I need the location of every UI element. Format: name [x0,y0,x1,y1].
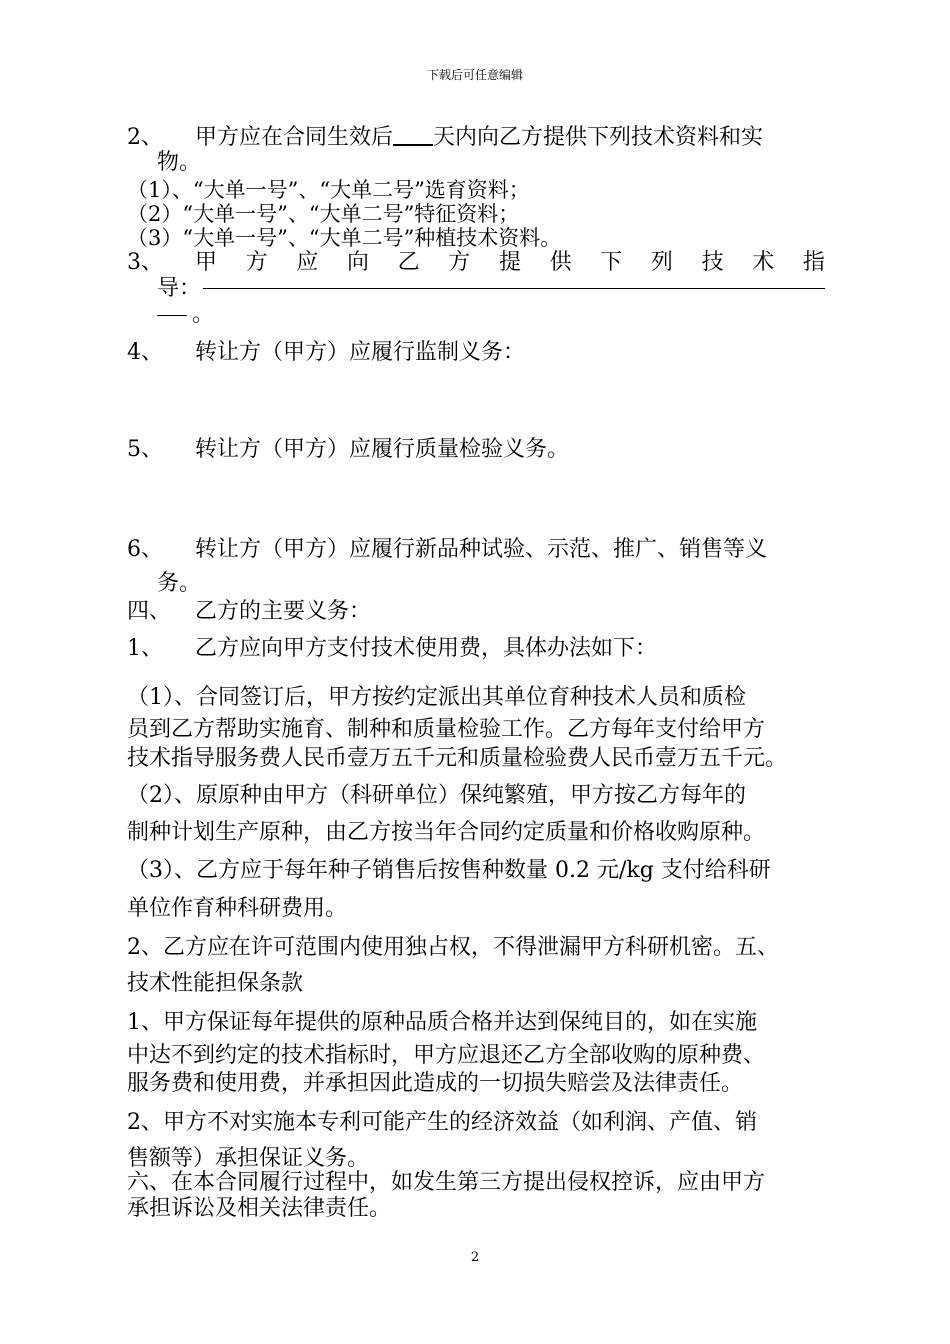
clause-char: 应 [296,250,319,275]
clause-number: 4、 [127,340,163,365]
paragraph-line: 承担诉讼及相关法律责任。 [127,1196,392,1221]
list-item: （2）“大单一号”、“大单二号”特征资料； [127,202,520,226]
section-title: 乙方的主要义务： [195,599,372,624]
paragraph-line: 六、在本合同履行过程中，如发生第三方提出侵权控诉，应由甲方 [127,1170,766,1195]
clause-5 [127,437,569,463]
list-item: （3）“大单一号”、“大单二号”种植技术资料。 [127,226,562,250]
clause-char: 下 [600,250,623,275]
clause-number: 2、 [127,125,163,150]
paragraph-line: 技术指导服务费人民币壹万五千元和质量检验费人民币壹万五千元。 [127,746,788,771]
section-four-clause-1 [127,636,657,662]
clause-text-a: 甲方应在合同生效后 [195,125,394,150]
clause-6 [127,537,767,563]
clause-char: 指 [802,250,825,275]
clause-2 [127,124,763,151]
paragraph-line: （2）、原原种由甲方（科研单位）保纯繁殖，甲方按乙方每年的 [127,783,746,808]
clause-text-b: 天内向乙方提供下列技术资料和实 [433,125,764,150]
page-number: 2 [470,1250,480,1265]
paragraph-line: 技术性能担保条款 [127,971,304,996]
clause-4 [127,340,525,366]
clause-char: 向 [346,250,369,275]
paragraph-line: 售额等）承担保证义务。 [127,1146,370,1171]
clause-char: 列 [650,250,673,275]
clause-number: 5、 [127,437,163,462]
clause-3-continuation: 导： [157,276,202,301]
paragraph-line: 中达不到约定的技术指标时，甲方应退还乙方全部收购的原种费、 [127,1043,766,1068]
paragraph-line: 1、甲方保证每年提供的原种品质合格并达到保纯目的，如在实施 [127,1010,757,1035]
list-item: （1）、“大单一号”、“大单二号”选育资料； [127,178,530,202]
paragraph-line: 员到乙方帮助实施育、制种和质量检验工作。乙方每年支付给甲方 [127,717,766,742]
clause-text: 转让方（甲方）应履行监制义务： [195,340,526,365]
paragraph-line: （3）、乙方应于每年种子销售后按售种数量 0.2 元/kg 支付给科研 [127,858,771,883]
page-header: 下载后可任意编辑 [426,68,523,82]
clause-text: 乙方应向甲方支付技术使用费，具体办法如下： [195,636,658,661]
clause-3-text [195,250,825,276]
clause-text: 转让方（甲方）应履行质量检验义务。 [195,437,570,462]
clause-3-end: 。 [192,302,215,327]
paragraph-line: 服务费和使用费，并承担因此造成的一切损失赔尝及法律责任。 [127,1071,744,1096]
section-four-heading [127,599,371,625]
clause-char: 术 [752,250,775,275]
clause-char: 方 [448,250,471,275]
clause-char: 甲 [195,250,218,275]
paragraph-line: 2、乙方应在许可范围内使用独占权，不得泄漏甲方科研机密。五、 [127,935,779,960]
fill-in-line [157,315,187,316]
clause-6-continuation: 务。 [157,571,202,596]
clause-char: 供 [549,250,572,275]
paragraph-line: （1）、合同签订后，甲方按约定派出其单位育种技术人员和质检 [127,685,746,710]
clause-text: 转让方（甲方）应履行新品种试验、示范、推广、销售等义 [195,537,768,562]
clause-2-continuation: 物。 [157,150,202,175]
section-number: 四、 [127,599,172,624]
clause-char: 提 [498,250,521,275]
clause-char: 技 [701,250,724,275]
clause-3-number: 3、 [127,250,163,275]
paragraph-line: 制种计划生产原种，由乙方按当年合同约定质量和价格收购原种。 [127,820,766,845]
clause-number: 1、 [127,636,163,661]
paragraph-line: 2、甲方不对实施本专利可能产生的经济效益（如利润、产值、销 [127,1110,757,1135]
fill-in-line [203,288,825,289]
clause-number: 6、 [127,537,163,562]
clause-char: 乙 [397,250,420,275]
fill-in-blank [393,124,433,146]
paragraph-line: 单位作育种科研费用。 [127,896,348,921]
clause-char: 方 [245,250,268,275]
